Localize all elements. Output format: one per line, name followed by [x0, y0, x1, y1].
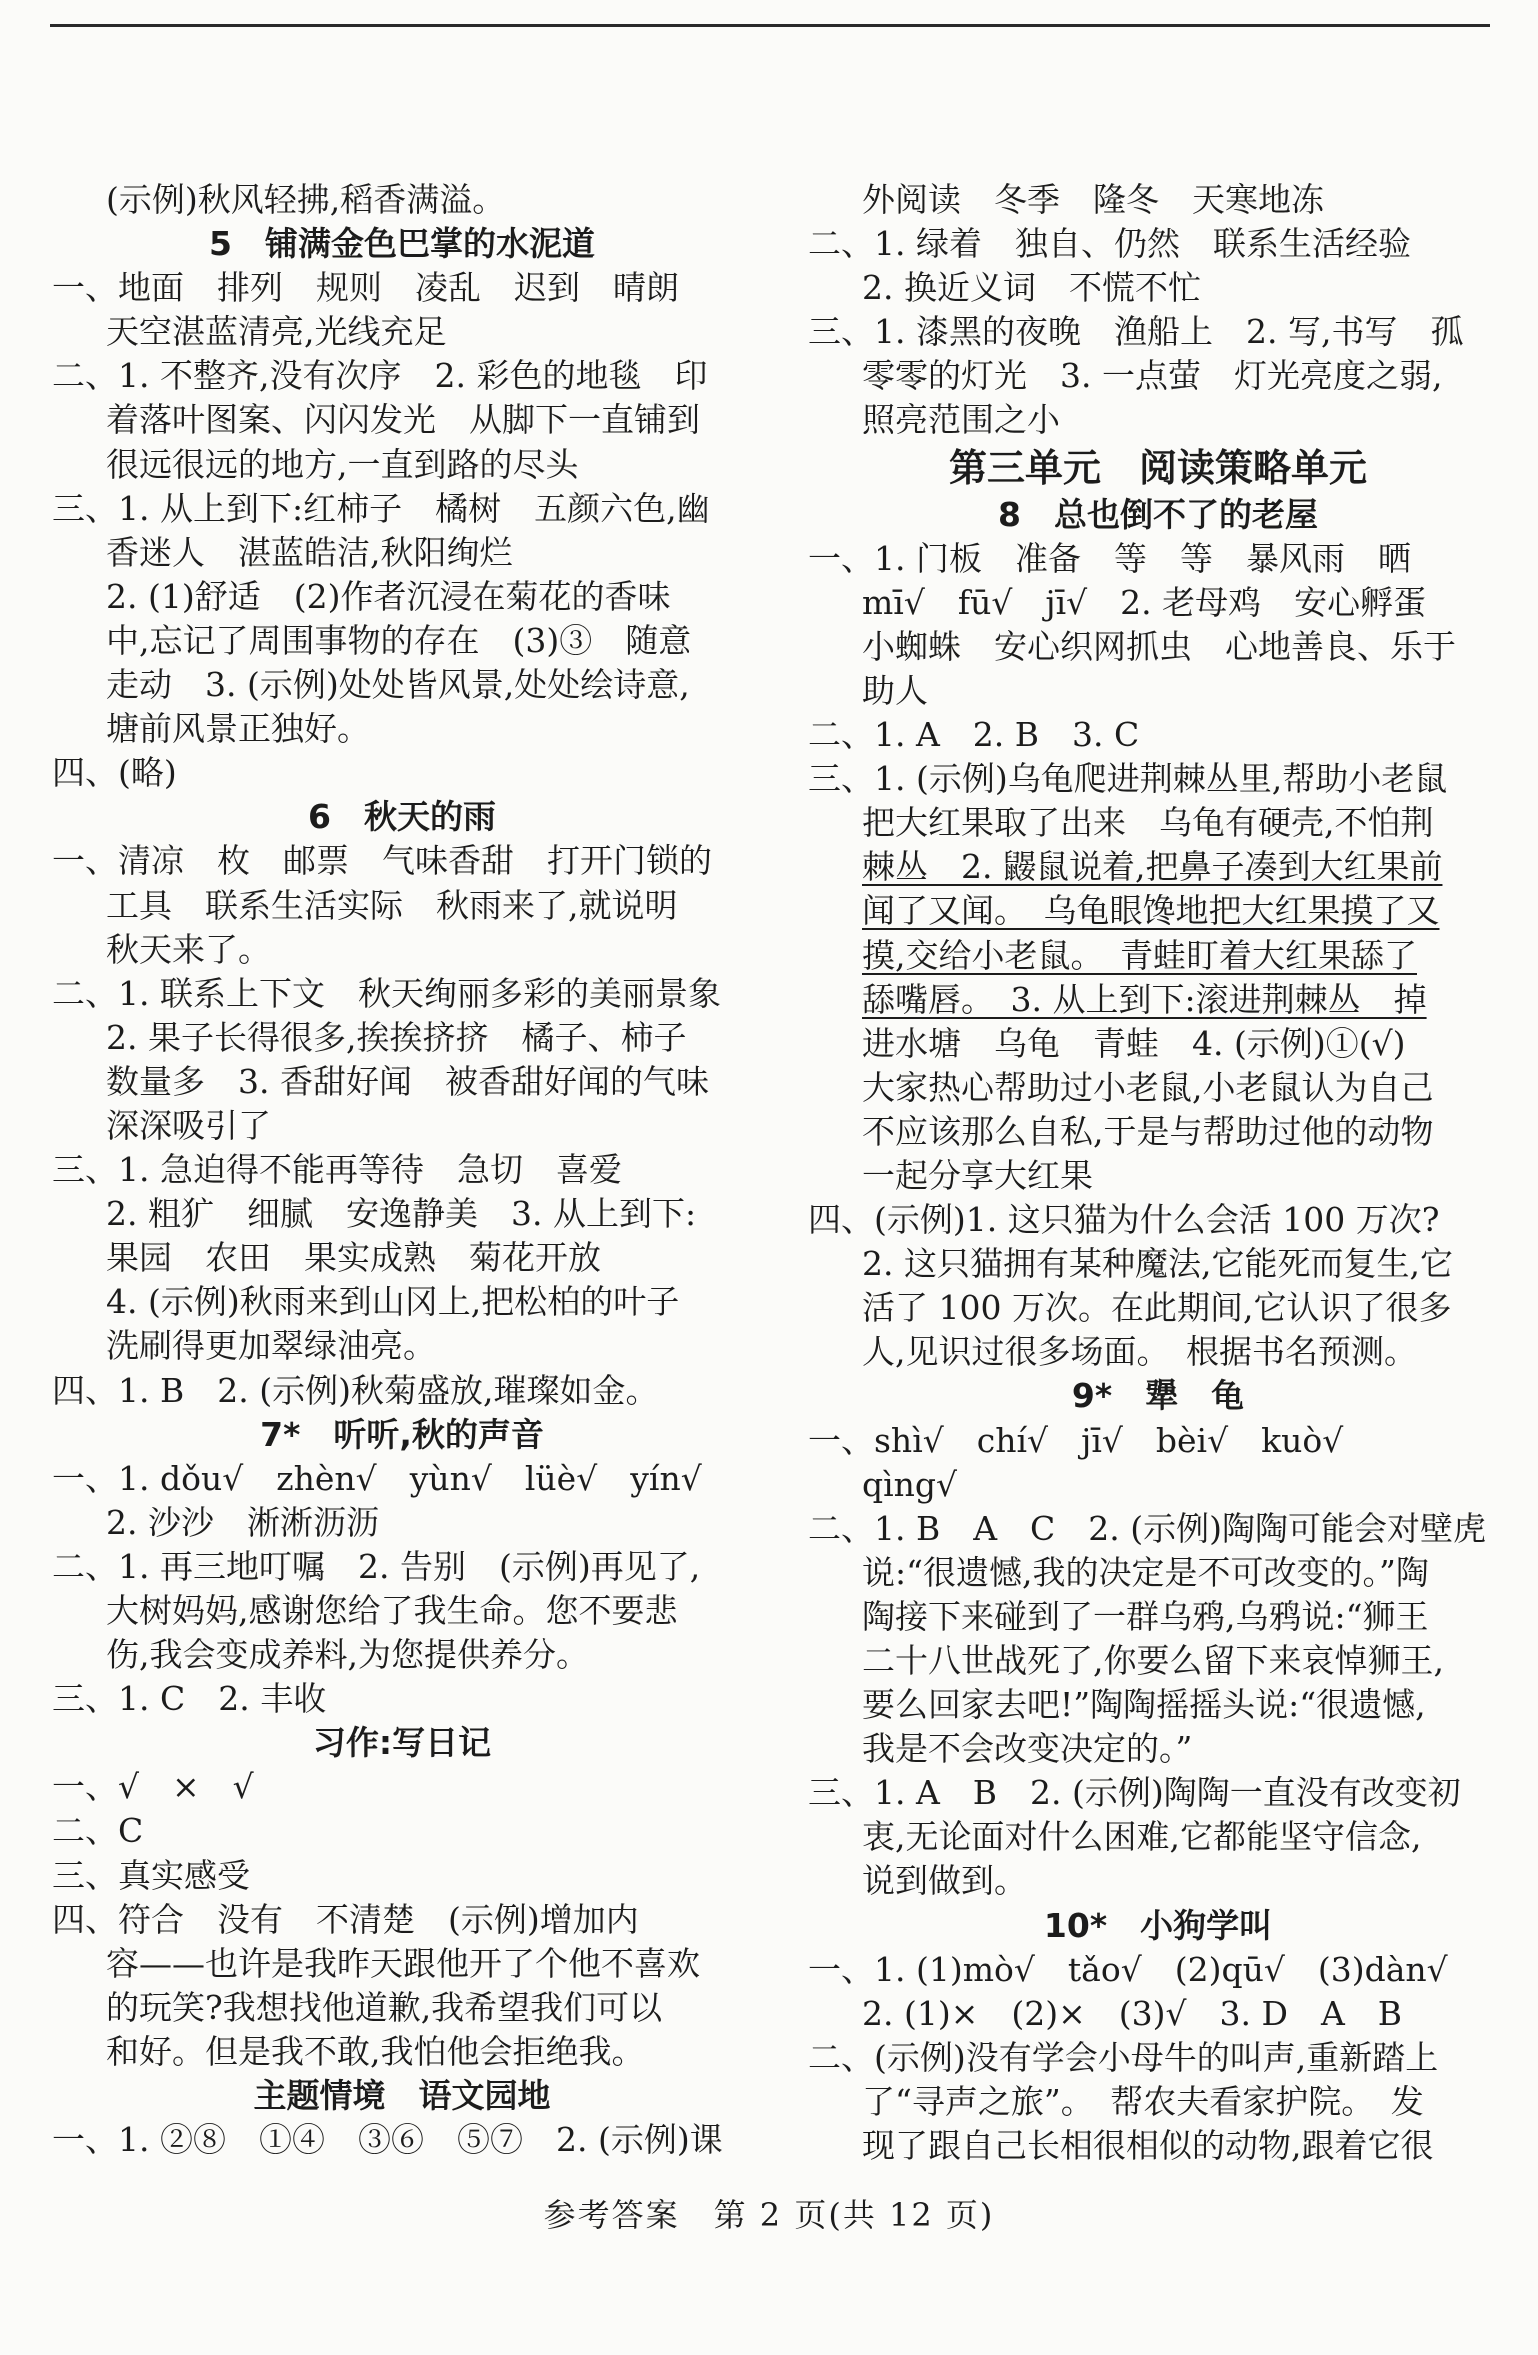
answer-line: qìng√	[862, 1464, 958, 1504]
section-title: 5 铺满金色巴掌的水泥道	[209, 224, 595, 264]
answer-line: 和好。但是我不敢,我怕他会拒绝我。	[106, 2031, 645, 2071]
answer-line: 三、真实感受	[52, 1855, 250, 1895]
answer-line: 天空湛蓝清亮,光线充足	[106, 312, 447, 352]
answer-line: 三、1. (示例)乌龟爬进荆棘丛里,帮助小老鼠	[808, 759, 1448, 799]
answer-line: 一起分享大红果	[862, 1155, 1093, 1195]
answer-line: 四、符合 没有 不清楚 (示例)增加内	[52, 1899, 639, 1939]
section-title: 7* 听听,秋的声音	[260, 1414, 544, 1454]
page-footer: 参考答案 第 2 页(共 12 页)	[543, 2196, 995, 2234]
answer-line: 一、1. (1)mò√ tǎo√ (2)qū√ (3)dàn√	[808, 1949, 1448, 1989]
answer-line: 二、C	[52, 1811, 144, 1851]
answer-line: 不应该那么自私,于是与帮助过他的动物	[862, 1111, 1434, 1151]
answer-line: 2. 粗犷 细腻 安逸静美 3. 从上到下:	[106, 1194, 697, 1234]
answer-line: 舔嘴唇。 3. 从上到下:滚进荆棘丛 掉	[862, 979, 1427, 1019]
answer-line: 工具 联系生活实际 秋雨来了,就说明	[106, 885, 678, 925]
answer-line: 2. 换近义词 不慌不忙	[862, 268, 1201, 308]
answer-line: 二、1. A 2. B 3. C	[808, 715, 1140, 755]
answer-line: 2. 沙沙 淅淅沥沥	[106, 1502, 379, 1542]
answer-line: 闻了又闻。 乌龟眼馋地把大红果摸了又	[862, 891, 1440, 931]
answer-line: mī√ fū√ jī√ 2. 老母鸡 安心孵蛋	[862, 582, 1427, 622]
answer-line: 三、1. A B 2. (示例)陶陶一直没有改变初	[808, 1773, 1461, 1813]
answer-line: 四、(略)	[52, 753, 177, 793]
answer-line: 2. 果子长得很多,挨挨挤挤 橘子、柿子	[106, 1017, 687, 1057]
answer-line: 数量多 3. 香甜好闻 被香甜好闻的气味	[106, 1061, 709, 1101]
answer-line: 说到做到。	[862, 1861, 1027, 1901]
answer-line: 香迷人 湛蓝皓洁,秋阳绚烂	[106, 532, 513, 572]
answer-line: 果园 农田 果实成熟 菊花开放	[106, 1238, 601, 1278]
answer-line: 容——也许是我昨天跟他开了个他不喜欢	[106, 1943, 700, 1983]
top-rule	[50, 24, 1490, 27]
section-title: 8 总也倒不了的老屋	[998, 494, 1318, 534]
answer-line: 一、1. ②⑧ ①④ ③⑥ ⑤⑦ 2. (示例)课	[52, 2120, 723, 2160]
answer-line: 零零的灯光 3. 一点萤 灯光亮度之弱,	[862, 356, 1443, 396]
answer-line: 小蜘蛛 安心织网抓虫 心地善良、乐于	[862, 626, 1456, 666]
answer-line: 外阅读 冬季 隆冬 天寒地冻	[862, 180, 1324, 219]
answer-line: 4. (示例)秋雨来到山冈上,把松柏的叶子	[106, 1282, 680, 1322]
answer-line: 助人	[862, 670, 928, 710]
answer-line: 说:“很遗憾,我的决定是不可改变的。”陶	[862, 1552, 1429, 1592]
answer-line: 二、1. 不整齐,没有次序 2. 彩色的地毯 印	[52, 356, 708, 396]
answer-line: 活了 100 万次。在此期间,它认识了很多	[862, 1288, 1452, 1328]
answer-line: 2. (1)舒适 (2)作者沉浸在菊花的香味	[106, 576, 671, 616]
answer-line: 一、√ × √	[52, 1767, 254, 1807]
answer-line: 我是不会改变决定的。”	[862, 1729, 1193, 1769]
answer-line: 一、地面 排列 规则 凌乱 迟到 晴朗	[52, 268, 679, 308]
answer-line: 的玩笑?我想找他道歉,我希望我们可以	[106, 1987, 663, 2027]
section-title: 第三单元 阅读策略单元	[948, 445, 1367, 490]
answer-line: 衷,无论面对什么困难,它都能坚守信念,	[862, 1817, 1422, 1857]
answer-line: 摸,交给小老鼠。 青蛙盯着大红果舔了	[862, 935, 1417, 975]
answer-line: 秋天来了。	[106, 929, 271, 969]
answer-line: 一、清凉 枚 邮票 气味香甜 打开门锁的	[52, 841, 712, 881]
answer-line: 把大红果取了出来 乌龟有硬壳,不怕荆	[862, 803, 1434, 843]
answer-line: 二、1. 再三地叮嘱 2. 告别 (示例)再见了,	[52, 1546, 701, 1586]
answer-line: 洗刷得更加翠绿油亮。	[106, 1326, 436, 1366]
section-title: 主题情境 语文园地	[253, 2076, 551, 2116]
answer-line: 四、(示例)1. 这只猫为什么会活 100 万次?	[808, 1200, 1440, 1240]
section-title: 习作:写日记	[312, 1723, 492, 1763]
answer-line: 二、1. 联系上下文 秋天绚丽多彩的美丽景象	[52, 973, 721, 1013]
answer-line: (示例)秋风轻拂,稻香满溢。	[106, 180, 506, 219]
answer-line: 一、1. 门板 准备 等 等 暴风雨 晒	[808, 538, 1411, 578]
answer-line: 大家热心帮助过小老鼠,小老鼠认为自己	[862, 1067, 1434, 1107]
answer-line: 三、1. 急迫得不能再等待 急切 喜爱	[52, 1150, 622, 1190]
answer-line: 进水塘 乌龟 青蛙 4. (示例)①(√)	[862, 1023, 1406, 1063]
answer-line: 二、1. B A C 2. (示例)陶陶可能会对壁虎	[808, 1508, 1487, 1548]
right-column	[808, 178, 1508, 2168]
answer-line: 要么回家去吧!”陶陶摇摇头说:“很遗憾,	[862, 1685, 1426, 1725]
answer-line: 二十八世战死了,你要么留下来哀悼狮王,	[862, 1641, 1444, 1680]
answer-line: 四、1. B 2. (示例)秋菊盛放,璀璨如金。	[52, 1370, 659, 1410]
answer-line: 二、(示例)没有学会小母牛的叫声,重新踏上	[808, 2037, 1439, 2077]
answer-line: 塘前风景正独好。	[106, 709, 370, 749]
answer-line: 二、1. 绿着 独自、仍然 联系生活经验	[808, 224, 1411, 264]
answer-line: 中,忘记了周围事物的存在 (3)③ 随意	[106, 620, 692, 660]
answer-line: 现了跟自己长相很相似的动物,跟着它很	[862, 2126, 1434, 2166]
answer-line: 大树妈妈,感谢您给了我生命。您不要悲	[106, 1591, 678, 1630]
answer-line: 伤,我会变成养料,为您提供养分。	[106, 1635, 589, 1675]
answer-line: 深深吸引了	[106, 1105, 271, 1145]
section-title: 6 秋天的雨	[308, 797, 496, 837]
answer-line: 了“寻声之旅”。 帮农夫看家护院。 发	[862, 2081, 1424, 2121]
section-title: 9* 犟 龟	[1071, 1376, 1245, 1416]
answer-line: 走动 3. (示例)处处皆风景,处处绘诗意,	[106, 665, 690, 705]
answer-line: 2. (1)× (2)× (3)√ 3. D A B	[862, 1993, 1403, 2033]
answer-line: 人,见识过很多场面。 根据书名预测。	[862, 1332, 1417, 1372]
answer-line: 三、1. C 2. 丰收	[52, 1679, 327, 1719]
left-column	[52, 178, 752, 2162]
answer-line: 2. 这只猫拥有某种魔法,它能死而复生,它	[862, 1244, 1453, 1284]
answer-line: 三、1. 从上到下:红柿子 橘树 五颜六色,幽	[52, 488, 710, 528]
answer-line: 一、shì√ chí√ jī√ bèi√ kuò√	[808, 1420, 1344, 1460]
answer-line: 着落叶图案、闪闪发光 从脚下一直铺到	[106, 400, 700, 440]
answer-line: 一、1. dǒu√ zhèn√ yùn√ lüè√ yín√	[52, 1458, 702, 1498]
section-title: 10* 小狗学叫	[1043, 1905, 1273, 1945]
answer-line: 三、1. 漆黑的夜晚 渔船上 2. 写,书写 孤	[808, 312, 1464, 352]
answer-line: 棘丛 2. 鼹鼠说着,把鼻子凑到大红果前	[862, 847, 1443, 887]
answer-line: 很远很远的地方,一直到路的尽头	[106, 444, 579, 484]
answer-line: 陶接下来碰到了一群乌鸦,乌鸦说:“狮王	[862, 1596, 1429, 1636]
answer-line: 照亮范围之小	[862, 400, 1060, 440]
